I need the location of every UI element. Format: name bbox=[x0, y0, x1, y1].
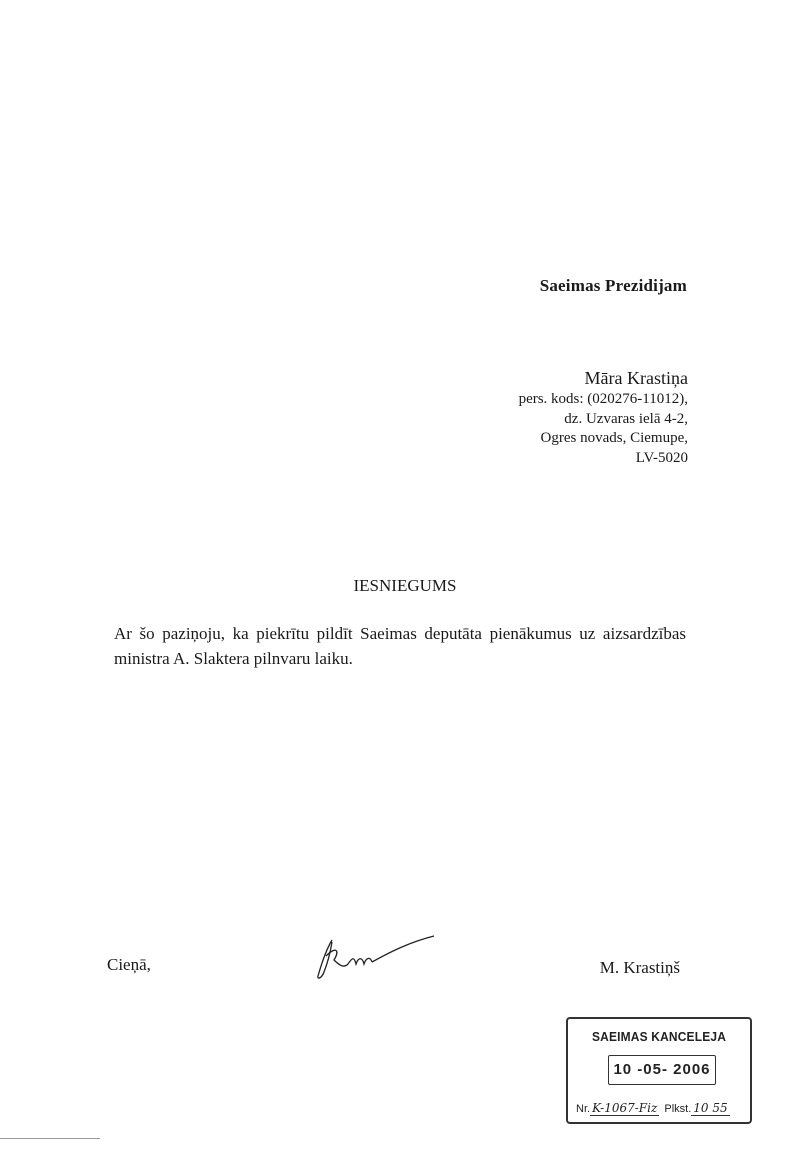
sender-postal-code: LV-5020 bbox=[635, 449, 688, 466]
stamp-date: 10 -05- 2006 bbox=[608, 1055, 716, 1085]
stamp-title: SAEIMAS KANCELEJA bbox=[591, 1029, 727, 1044]
scan-edge-line bbox=[0, 1138, 100, 1139]
stamp-nr-value: K-1067-Fiz bbox=[592, 1101, 658, 1115]
sender-block bbox=[430, 366, 688, 468]
sender-name: Māra Krastiņa bbox=[584, 368, 688, 388]
addressee: Saeimas Prezidijam bbox=[539, 276, 687, 295]
closing-phrase: Cieņā, bbox=[107, 955, 151, 974]
registration-stamp bbox=[566, 1017, 752, 1124]
body-paragraph: Ar šo paziņoju, ka piekrītu pildīt Saeimas deputāta pienākumus uz aizsardzības ministra A. Slaktera pilnvaru laiku. bbox=[114, 624, 686, 668]
stamp-time-value: 10 55 bbox=[693, 1101, 728, 1115]
signer-name: M. Krastiņš bbox=[599, 958, 680, 977]
stamp-nr-label: Nr. bbox=[576, 1103, 591, 1115]
sender-street: dz. Uzvaras ielā 4-2, bbox=[564, 410, 688, 427]
stamp-time-label: Plkst. bbox=[664, 1103, 692, 1115]
signature bbox=[310, 928, 438, 984]
sender-district: Ogres novads, Ciemupe, bbox=[540, 430, 688, 446]
sender-personal-code: pers. kods: (020276-11012), bbox=[518, 391, 688, 407]
stamp-details bbox=[576, 1101, 730, 1115]
document-title: IESNIEGUMS bbox=[353, 576, 457, 595]
